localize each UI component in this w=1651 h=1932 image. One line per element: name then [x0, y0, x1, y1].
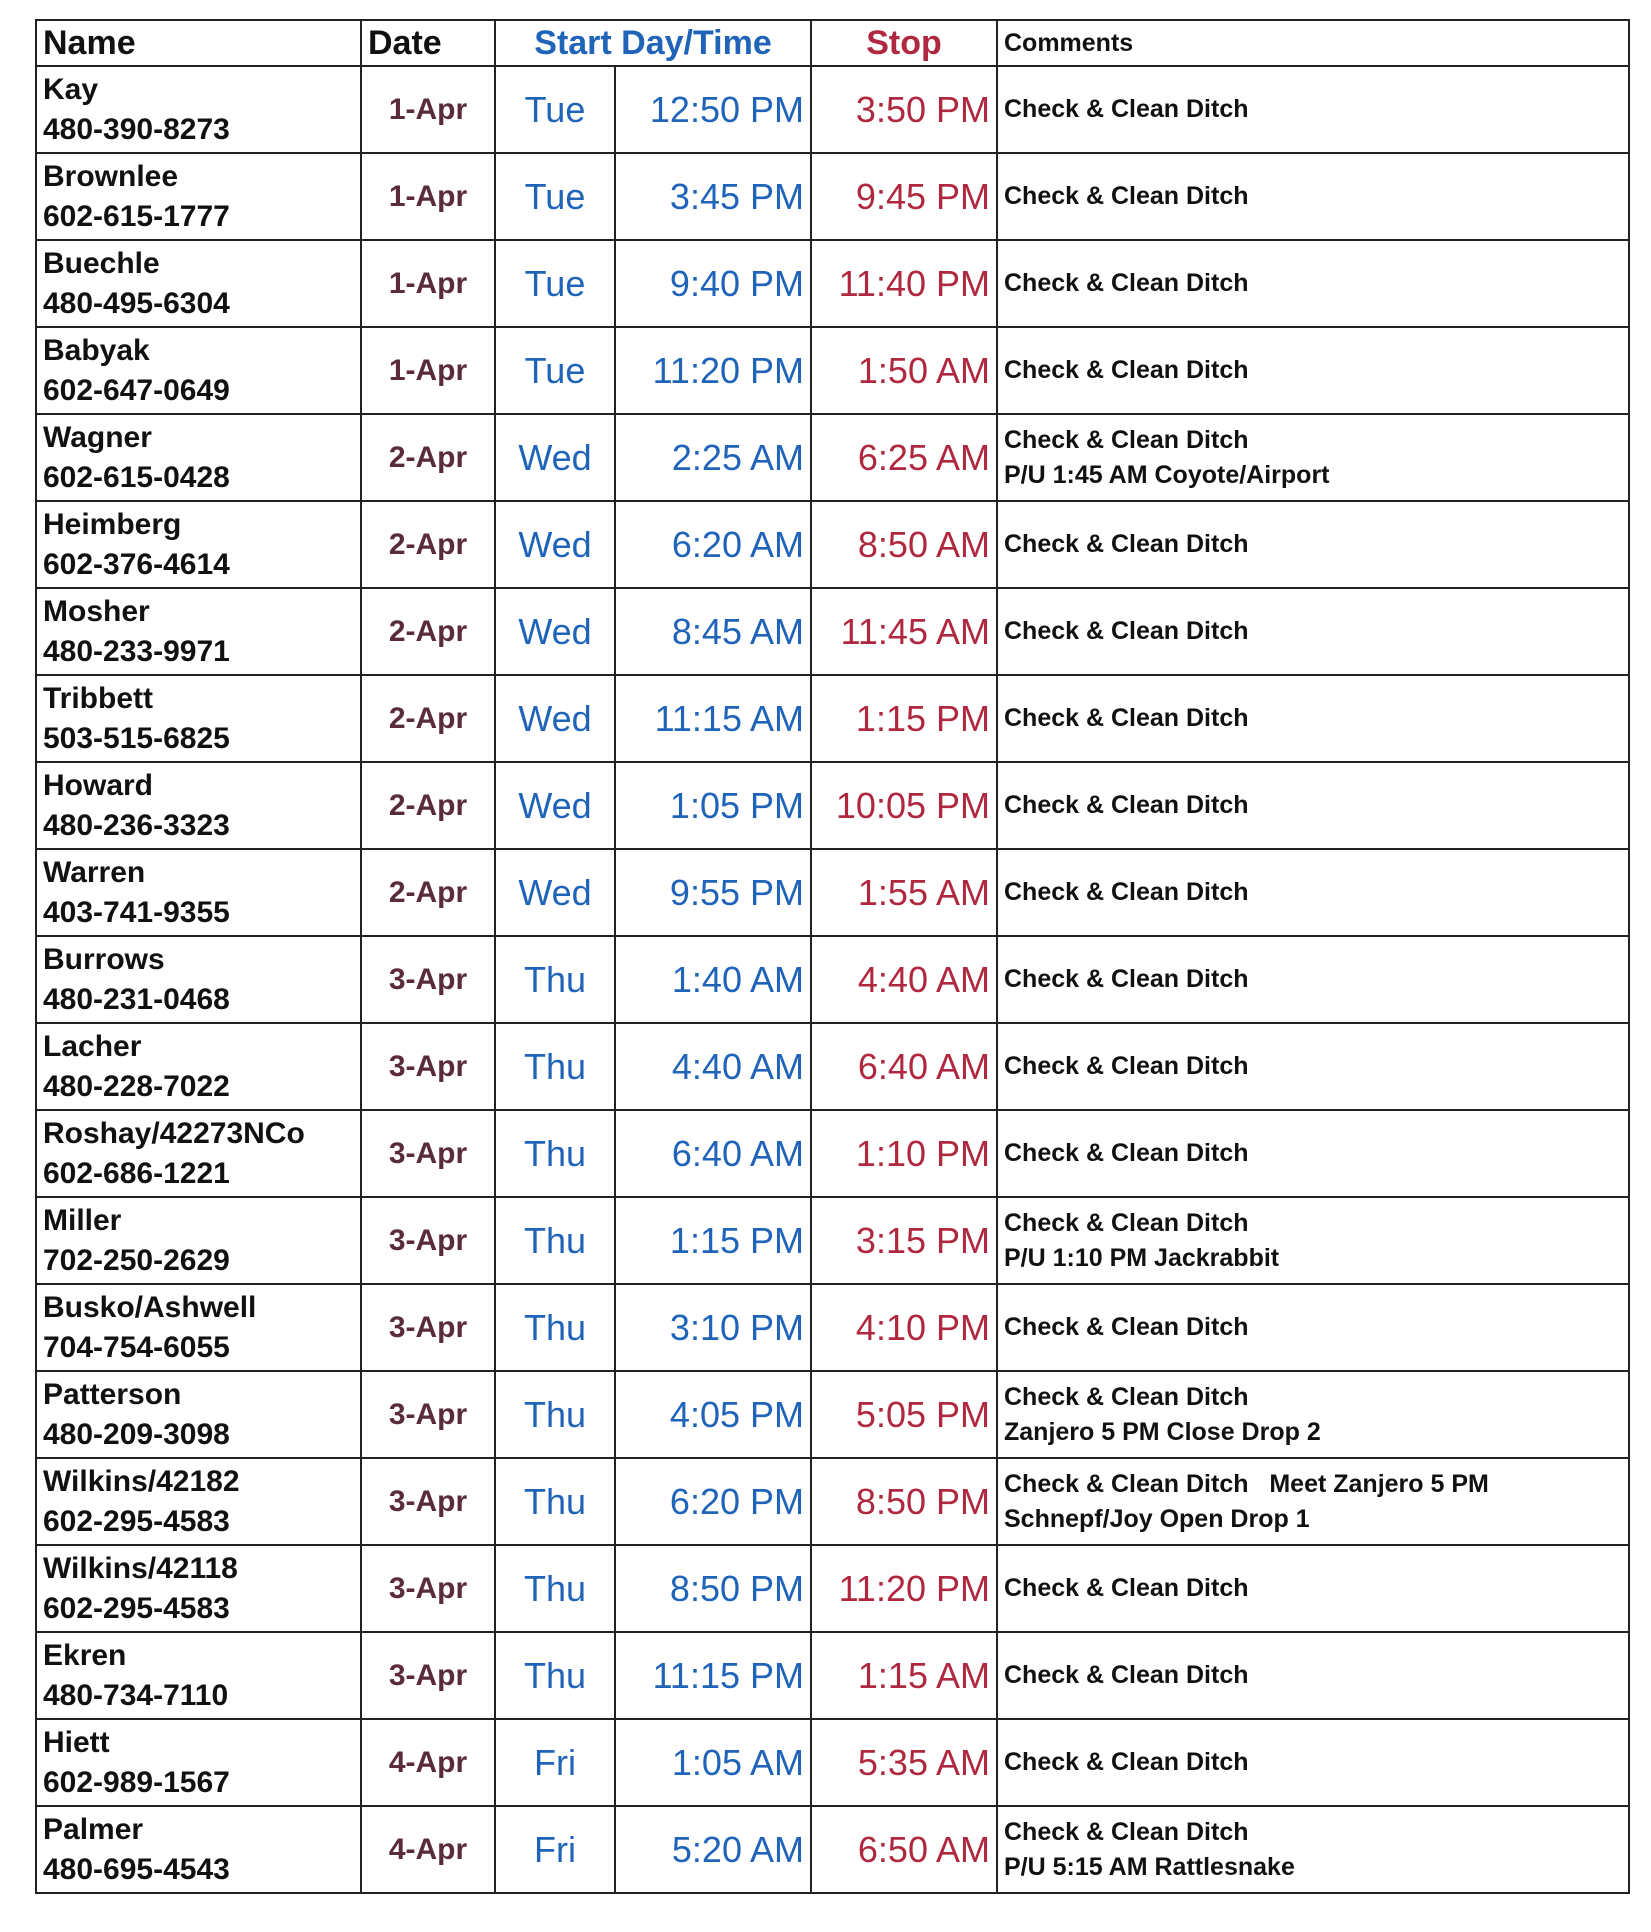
- contact-phone: 704-754-6055: [43, 1330, 230, 1364]
- comment-line-1: Check & Clean Ditch: [1004, 1208, 1249, 1237]
- table-row: [36, 1197, 1629, 1284]
- start-time-cell: 8:45 AM: [615, 588, 811, 675]
- date-cell: 1-Apr: [361, 240, 495, 327]
- name-cell: [36, 1806, 361, 1893]
- comment-cell: [997, 849, 1629, 936]
- table-row: [36, 153, 1629, 240]
- comment-cell: [997, 1197, 1629, 1284]
- start-day-cell: Fri: [495, 1719, 615, 1806]
- date-cell: 3-Apr: [361, 1632, 495, 1719]
- start-day-cell: Wed: [495, 762, 615, 849]
- contact-phone: 480-228-7022: [43, 1069, 230, 1103]
- name-cell: [36, 675, 361, 762]
- comment-cell: [997, 936, 1629, 1023]
- name-cell: [36, 588, 361, 675]
- name-cell: [36, 153, 361, 240]
- table-row: [36, 66, 1629, 153]
- date-cell: 1-Apr: [361, 66, 495, 153]
- comment-cell: [997, 1806, 1629, 1893]
- stop-time-cell: 5:05 PM: [811, 1371, 997, 1458]
- contact-phone: 480-695-4543: [43, 1852, 230, 1886]
- comment-cell: [997, 1110, 1629, 1197]
- contact-phone: 503-515-6825: [43, 721, 230, 755]
- name-cell: [36, 1023, 361, 1110]
- contact-phone: 602-376-4614: [43, 547, 230, 581]
- name-cell: [36, 501, 361, 588]
- comment-line-2: P/U 1:10 PM Jackrabbit: [1004, 1243, 1280, 1272]
- date-cell: 3-Apr: [361, 936, 495, 1023]
- start-day-cell: Wed: [495, 675, 615, 762]
- comment-line-1: Check & Clean Ditch: [1004, 878, 1249, 906]
- name-cell: [36, 1284, 361, 1371]
- contact-phone: 480-390-8273: [43, 112, 230, 146]
- start-time-cell: 1:15 PM: [615, 1197, 811, 1284]
- table-row: [36, 327, 1629, 414]
- contact-phone: 602-686-1221: [43, 1156, 230, 1190]
- contact-phone: 702-250-2629: [43, 1243, 230, 1277]
- comment-cell: [997, 153, 1629, 240]
- comment-line-2: P/U 5:15 AM Rattlesnake: [1004, 1852, 1295, 1881]
- table-row: [36, 1371, 1629, 1458]
- table-row: [36, 1719, 1629, 1806]
- name-cell: [36, 1371, 361, 1458]
- start-time-cell: 11:15 AM: [615, 675, 811, 762]
- contact-phone: 480-236-3323: [43, 808, 230, 842]
- start-day-cell: Thu: [495, 936, 615, 1023]
- date-cell: 2-Apr: [361, 849, 495, 936]
- date-cell: 4-Apr: [361, 1806, 495, 1893]
- comment-line-2: Zanjero 5 PM Close Drop 2: [1004, 1417, 1321, 1446]
- start-day-cell: Thu: [495, 1458, 615, 1545]
- stop-time-cell: 6:25 AM: [811, 414, 997, 501]
- start-day-cell: Wed: [495, 414, 615, 501]
- table-row: [36, 1110, 1629, 1197]
- contact-name: Babyak: [43, 333, 150, 367]
- start-day-cell: Thu: [495, 1371, 615, 1458]
- comment-line-1: Check & Clean Ditch: [1004, 1817, 1249, 1846]
- comment-line-1: Check & Clean Ditch: [1004, 95, 1249, 123]
- stop-time-cell: 1:10 PM: [811, 1110, 997, 1197]
- start-time-cell: 9:40 PM: [615, 240, 811, 327]
- comment-cell: [997, 675, 1629, 762]
- comment-line-1: Check & Clean Ditch: [1004, 425, 1249, 454]
- start-time-cell: 1:05 AM: [615, 1719, 811, 1806]
- table-row: [36, 1632, 1629, 1719]
- date-cell: 3-Apr: [361, 1458, 495, 1545]
- contact-phone: 480-495-6304: [43, 286, 230, 320]
- comment-line-1: Check & Clean Ditch Meet Zanjero 5 PM: [1004, 1469, 1489, 1498]
- date-cell: 3-Apr: [361, 1371, 495, 1458]
- name-cell: [36, 1719, 361, 1806]
- date-cell: 1-Apr: [361, 153, 495, 240]
- start-day-cell: Wed: [495, 849, 615, 936]
- header-stop: Stop: [811, 20, 997, 66]
- start-day-cell: Thu: [495, 1110, 615, 1197]
- contact-phone: 602-647-0649: [43, 373, 230, 407]
- start-time-cell: 12:50 PM: [615, 66, 811, 153]
- stop-time-cell: 11:45 AM: [811, 588, 997, 675]
- name-cell: [36, 936, 361, 1023]
- header-comments: Comments: [997, 20, 1629, 66]
- contact-name: Tribbett: [43, 681, 153, 715]
- start-day-cell: Wed: [495, 501, 615, 588]
- comment-line-2: Schnepf/Joy Open Drop 1: [1004, 1504, 1310, 1533]
- start-day-cell: Fri: [495, 1806, 615, 1893]
- stop-time-cell: 4:40 AM: [811, 936, 997, 1023]
- stop-time-cell: 6:50 AM: [811, 1806, 997, 1893]
- contact-phone: 602-295-4583: [43, 1504, 230, 1538]
- stop-time-cell: 5:35 AM: [811, 1719, 997, 1806]
- contact-phone: 480-209-3098: [43, 1417, 230, 1451]
- comment-line-1: Check & Clean Ditch: [1004, 1313, 1249, 1341]
- start-day-cell: Tue: [495, 327, 615, 414]
- stop-time-cell: 1:50 AM: [811, 327, 997, 414]
- table-row: [36, 675, 1629, 762]
- comment-cell: [997, 66, 1629, 153]
- comment-line-1: Check & Clean Ditch: [1004, 1382, 1249, 1411]
- contact-phone: 602-615-0428: [43, 460, 230, 494]
- comment-cell: [997, 414, 1629, 501]
- name-cell: [36, 1110, 361, 1197]
- contact-name: Howard: [43, 768, 154, 802]
- table-row: [36, 1284, 1629, 1371]
- header-start: Start Day/Time: [495, 20, 811, 66]
- comment-cell: [997, 1371, 1629, 1458]
- contact-name: Mosher: [43, 594, 150, 628]
- table-row: [36, 762, 1629, 849]
- contact-phone: 480-734-7110: [43, 1678, 229, 1712]
- comment-line-1: Check & Clean Ditch: [1004, 1661, 1249, 1689]
- stop-time-cell: 8:50 AM: [811, 501, 997, 588]
- schedule-sheet: [35, 19, 1628, 1894]
- start-time-cell: 4:05 PM: [615, 1371, 811, 1458]
- start-time-cell: 4:40 AM: [615, 1023, 811, 1110]
- comment-cell: [997, 1545, 1629, 1632]
- start-time-cell: 1:05 PM: [615, 762, 811, 849]
- schedule-body: [36, 66, 1629, 1893]
- contact-name: Ekren: [43, 1638, 127, 1672]
- date-cell: 2-Apr: [361, 501, 495, 588]
- comment-line-1: Check & Clean Ditch: [1004, 182, 1249, 210]
- start-day-cell: Thu: [495, 1545, 615, 1632]
- comment-line-1: Check & Clean Ditch: [1004, 530, 1249, 558]
- stop-time-cell: 1:55 AM: [811, 849, 997, 936]
- contact-name: Wilkins/42182: [43, 1464, 240, 1498]
- start-day-cell: Tue: [495, 66, 615, 153]
- stop-time-cell: 4:10 PM: [811, 1284, 997, 1371]
- comment-line-1: Check & Clean Ditch: [1004, 1052, 1249, 1080]
- start-day-cell: Thu: [495, 1197, 615, 1284]
- table-row: [36, 1806, 1629, 1893]
- stop-time-cell: 8:50 PM: [811, 1458, 997, 1545]
- contact-phone: 602-295-4583: [43, 1591, 230, 1625]
- contact-name: Kay: [43, 72, 99, 106]
- comment-cell: [997, 240, 1629, 327]
- contact-name: Wagner: [43, 420, 152, 454]
- comment-line-1: Check & Clean Ditch: [1004, 1139, 1249, 1167]
- start-time-cell: 11:15 PM: [615, 1632, 811, 1719]
- table-row: [36, 849, 1629, 936]
- table-row: [36, 1458, 1629, 1545]
- name-cell: [36, 1458, 361, 1545]
- start-time-cell: 6:20 AM: [615, 501, 811, 588]
- stop-time-cell: 1:15 PM: [811, 675, 997, 762]
- date-cell: 3-Apr: [361, 1023, 495, 1110]
- contact-name: Burrows: [43, 942, 165, 976]
- date-cell: 2-Apr: [361, 414, 495, 501]
- date-cell: 2-Apr: [361, 588, 495, 675]
- contact-name: Heimberg: [43, 507, 182, 541]
- stop-time-cell: 11:20 PM: [811, 1545, 997, 1632]
- table-row: [36, 1545, 1629, 1632]
- header-date: Date: [361, 20, 495, 66]
- start-day-cell: Thu: [495, 1284, 615, 1371]
- date-cell: 2-Apr: [361, 762, 495, 849]
- start-day-cell: Tue: [495, 240, 615, 327]
- name-cell: [36, 1632, 361, 1719]
- date-cell: 1-Apr: [361, 327, 495, 414]
- comment-line-1: Check & Clean Ditch: [1004, 791, 1249, 819]
- name-cell: [36, 240, 361, 327]
- date-cell: 4-Apr: [361, 1719, 495, 1806]
- start-day-cell: Thu: [495, 1632, 615, 1719]
- contact-phone: 602-989-1567: [43, 1765, 230, 1799]
- table-row: [36, 501, 1629, 588]
- start-day-cell: Tue: [495, 153, 615, 240]
- comment-cell: [997, 1284, 1629, 1371]
- contact-name: Hiett: [43, 1725, 110, 1759]
- name-cell: [36, 1197, 361, 1284]
- comment-cell: [997, 1632, 1629, 1719]
- start-time-cell: 2:25 AM: [615, 414, 811, 501]
- header-name: Name: [36, 20, 361, 66]
- start-time-cell: 8:50 PM: [615, 1545, 811, 1632]
- comment-line-1: Check & Clean Ditch: [1004, 704, 1249, 732]
- table-row: [36, 936, 1629, 1023]
- date-cell: 3-Apr: [361, 1197, 495, 1284]
- name-cell: [36, 762, 361, 849]
- contact-name: Warren: [43, 855, 146, 889]
- comment-line-1: Check & Clean Ditch: [1004, 1574, 1249, 1602]
- contact-phone: 480-233-9971: [43, 634, 230, 668]
- table-row: [36, 588, 1629, 675]
- contact-name: Palmer: [43, 1812, 144, 1846]
- irrigation-schedule-table: [35, 19, 1630, 1894]
- comment-cell: [997, 501, 1629, 588]
- start-time-cell: 6:20 PM: [615, 1458, 811, 1545]
- name-cell: [36, 849, 361, 936]
- name-cell: [36, 414, 361, 501]
- stop-time-cell: 6:40 AM: [811, 1023, 997, 1110]
- contact-name: Lacher: [43, 1029, 142, 1063]
- comment-line-1: Check & Clean Ditch: [1004, 356, 1249, 384]
- stop-time-cell: 1:15 AM: [811, 1632, 997, 1719]
- comment-cell: [997, 762, 1629, 849]
- contact-name: Miller: [43, 1203, 122, 1237]
- stop-time-cell: 10:05 PM: [811, 762, 997, 849]
- comment-line-1: Check & Clean Ditch: [1004, 1748, 1249, 1776]
- header-row: [36, 20, 1629, 66]
- comment-cell: [997, 327, 1629, 414]
- contact-name: Wilkins/42118: [43, 1551, 238, 1585]
- comment-cell: [997, 588, 1629, 675]
- comment-line-1: Check & Clean Ditch: [1004, 269, 1249, 297]
- date-cell: 3-Apr: [361, 1284, 495, 1371]
- contact-name: Buechle: [43, 246, 160, 280]
- contact-name: Brownlee: [43, 159, 179, 193]
- start-time-cell: 1:40 AM: [615, 936, 811, 1023]
- start-time-cell: 3:45 PM: [615, 153, 811, 240]
- date-cell: 2-Apr: [361, 675, 495, 762]
- table-row: [36, 1023, 1629, 1110]
- contact-phone: 480-231-0468: [43, 982, 230, 1016]
- name-cell: [36, 66, 361, 153]
- start-time-cell: 3:10 PM: [615, 1284, 811, 1371]
- table-row: [36, 414, 1629, 501]
- comment-line-1: Check & Clean Ditch: [1004, 965, 1249, 993]
- stop-time-cell: 9:45 PM: [811, 153, 997, 240]
- comment-cell: [997, 1719, 1629, 1806]
- start-time-cell: 5:20 AM: [615, 1806, 811, 1893]
- table-row: [36, 240, 1629, 327]
- comment-cell: [997, 1023, 1629, 1110]
- date-cell: 3-Apr: [361, 1545, 495, 1632]
- start-time-cell: 9:55 PM: [615, 849, 811, 936]
- name-cell: [36, 1545, 361, 1632]
- start-time-cell: 11:20 PM: [615, 327, 811, 414]
- stop-time-cell: 3:50 PM: [811, 66, 997, 153]
- start-day-cell: Thu: [495, 1023, 615, 1110]
- start-time-cell: 6:40 AM: [615, 1110, 811, 1197]
- stop-time-cell: 11:40 PM: [811, 240, 997, 327]
- contact-name: Roshay/42273NCo: [43, 1116, 305, 1150]
- start-day-cell: Wed: [495, 588, 615, 675]
- contact-name: Patterson: [43, 1377, 182, 1411]
- contact-phone: 602-615-1777: [43, 199, 230, 233]
- stop-time-cell: 3:15 PM: [811, 1197, 997, 1284]
- date-cell: 3-Apr: [361, 1110, 495, 1197]
- comment-cell: [997, 1458, 1629, 1545]
- name-cell: [36, 327, 361, 414]
- comment-line-2: P/U 1:45 AM Coyote/Airport: [1004, 460, 1330, 489]
- contact-phone: 403-741-9355: [43, 895, 230, 929]
- contact-name: Busko/Ashwell: [43, 1290, 257, 1324]
- comment-line-1: Check & Clean Ditch: [1004, 617, 1249, 645]
